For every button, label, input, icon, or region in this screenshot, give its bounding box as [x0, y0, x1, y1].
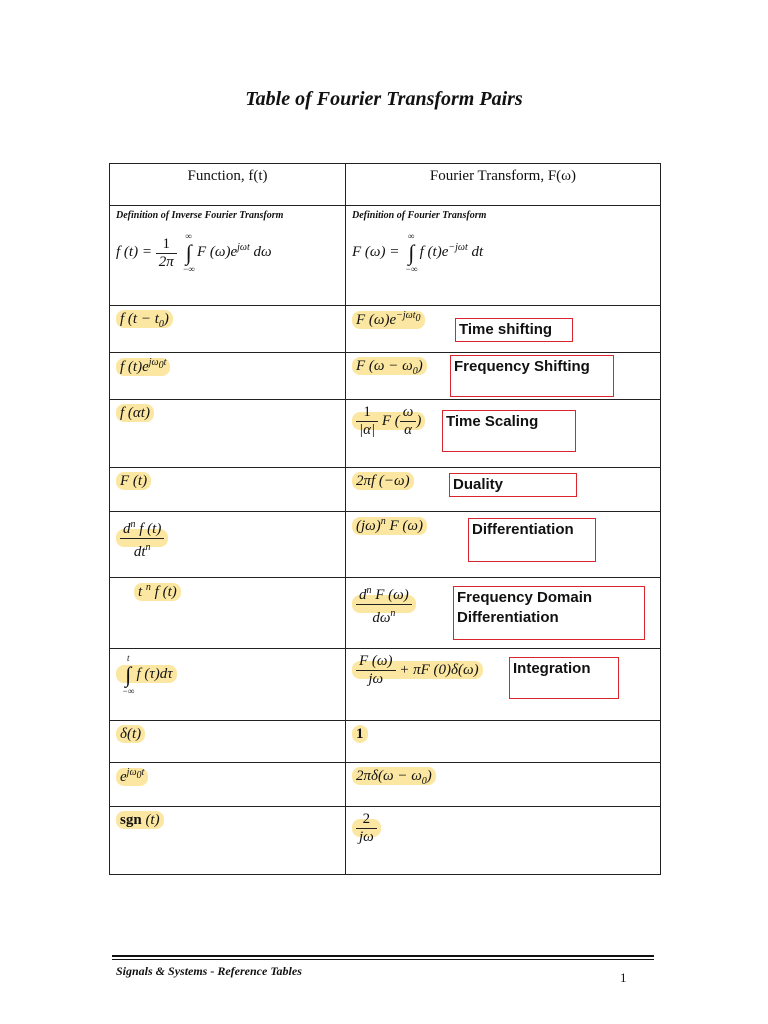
- header-transform: Fourier Transform, F(ω): [346, 164, 661, 206]
- inverse-definition-formula: f (t) = $\frac{1}{2\pi}$ ∞ ∫ −∞ F $(\omega)e^{j\omega t}$ dω: [116, 231, 272, 274]
- function-impulse: δ(t): [116, 725, 145, 743]
- transform-differentiation: $(j\omega)^n$ F (ω): [352, 517, 427, 535]
- inverse-definition-label: Definition of Inverse Fourier Transform: [116, 210, 284, 221]
- property-box-frequency-shifting: Frequency Shifting: [450, 355, 614, 397]
- page-number: 1: [620, 970, 627, 985]
- transform-complex-exponential: $2\pi\delta(\omega - \omega_0)$: [352, 767, 436, 785]
- transform-integration: $\frac{F (\omega)}{j\omega}$ + πF (0)δ(ω): [352, 661, 483, 679]
- function-frequency-shift: f $(t)e^{j\omega_0t}$: [116, 358, 170, 376]
- function-frequency-differentiation: t $^n$ f (t): [134, 583, 181, 601]
- property-box-integration: Integration: [509, 657, 619, 699]
- table-row: [110, 206, 661, 306]
- table-row: [110, 512, 661, 578]
- function-time-scaling: f (αt): [116, 404, 154, 422]
- function-differentiation: $\frac{d^n f (t)}{dt^n}$: [116, 529, 168, 547]
- transform-time-shift: F $(\omega)e^{-j\omega t_0}$: [352, 311, 425, 329]
- footer-divider: [112, 955, 654, 957]
- table-row: [110, 649, 661, 721]
- table-header-row: [110, 164, 661, 206]
- transform-time-scaling: $\frac{1}{|\alpha|}$ F ( $\frac{\omega}{\alpha}$ ): [352, 412, 425, 430]
- page-title: Table of Fourier Transform Pairs: [245, 88, 523, 110]
- header-function: Function, f(t): [110, 164, 346, 206]
- table-row: [110, 353, 661, 400]
- transform-frequency-differentiation: $\frac{d^n F (\omega)}{d\omega^n}$: [352, 595, 416, 613]
- property-box-frequency-domain-differentiation: Frequency Domain Differentiation: [453, 586, 645, 640]
- function-time-shift: f $(t - t_0)$: [116, 310, 173, 328]
- property-box-time-shifting: Time shifting: [455, 318, 573, 342]
- forward-definition-cell: [346, 206, 661, 306]
- table-row: [110, 578, 661, 649]
- table-row: [110, 468, 661, 512]
- transform-signum: $\frac{2}{j\omega}$: [352, 819, 381, 837]
- forward-definition-formula: F (ω) = ∞ ∫ −∞ f $(t)e^{-j\omega t}$ dt: [352, 231, 484, 274]
- footer-divider-thin: [112, 959, 654, 960]
- forward-definition-label: Definition of Fourier Transform: [352, 210, 487, 221]
- function-complex-exponential: $e^{j\omega_0t}$: [116, 768, 148, 786]
- property-box-duality: Duality: [449, 473, 577, 497]
- function-signum: sgn (t): [116, 811, 164, 829]
- footer-title: Signals & Systems - Reference Tables: [116, 964, 302, 978]
- table-row: [110, 400, 661, 468]
- transform-duality: 2πf (−ω): [352, 472, 414, 490]
- function-duality: F (t): [116, 472, 151, 490]
- property-box-time-scaling: Time Scaling: [442, 410, 576, 452]
- inverse-definition-cell: [110, 206, 346, 306]
- function-integration: t ∫ −∞ f (τ)dτ: [116, 665, 177, 683]
- table-row: [110, 306, 661, 353]
- fourier-table: [109, 163, 661, 875]
- property-box-differentiation: Differentiation: [468, 518, 596, 562]
- table-row: [110, 807, 661, 875]
- table-row: [110, 763, 661, 807]
- transform-frequency-shift: F $(\omega - \omega_0)$: [352, 357, 427, 375]
- transform-impulse: 1: [352, 725, 368, 743]
- table-row: [110, 721, 661, 763]
